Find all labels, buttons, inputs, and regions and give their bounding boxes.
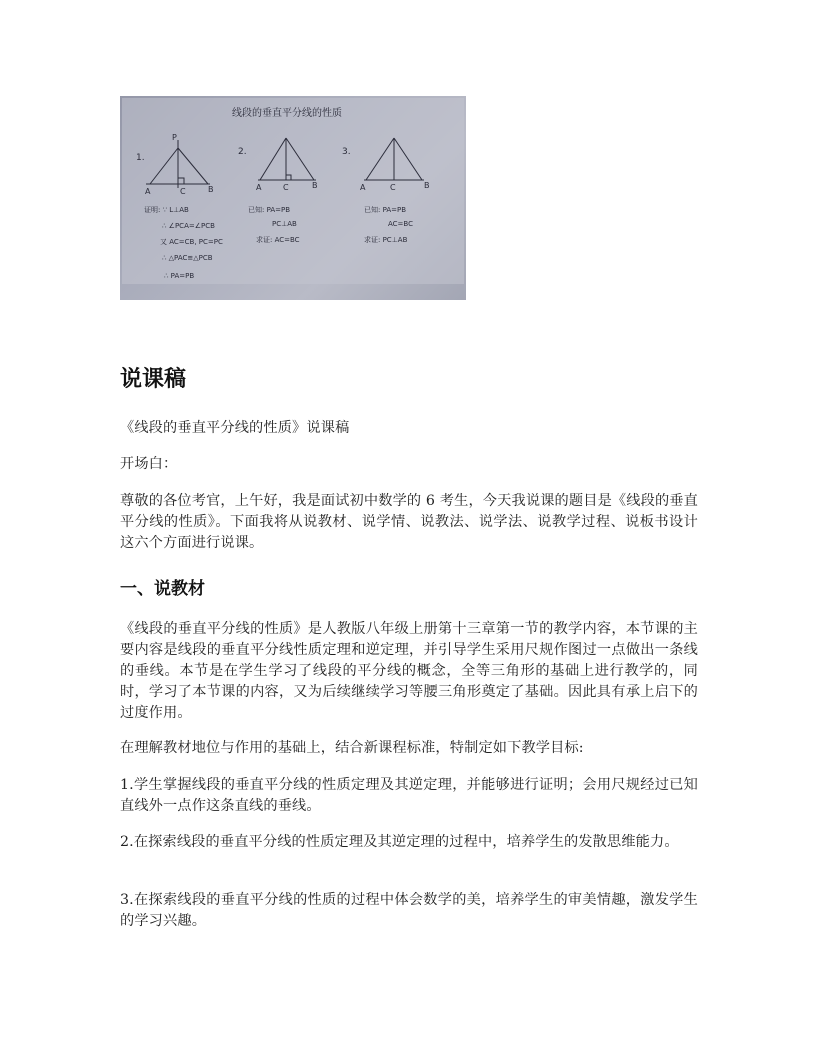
figure-2-note: 求证: AC=BC [256, 236, 300, 244]
figure-2-number: 2. [238, 147, 247, 157]
handwritten-notes-drawing [120, 96, 466, 300]
opening-paragraph: 尊敬的各位考官，上午好，我是面试初中数学的 6 考生，今天我说课的题目是《线段的垂直平分线的性质》。下面我将从说教材、说学情、说教法、说学法、说教学过程、说板书设计这六个方面进行说课。 [120, 493, 698, 551]
figure-3-label-a: A [360, 183, 366, 192]
teaching-goal-1: 1.学生掌握线段的垂直平分线的性质定理及其逆定理，并能够进行证明；会用尺规经过已知直线外一点作这条直线的垂线。 [120, 777, 698, 814]
figure-3-note: 求证: PC⊥AB [364, 236, 408, 244]
document-title: 说课稿 [120, 367, 187, 392]
goals-intro-paragraph: 在理解教材地位与作用的基础上，结合新课程标准，特制定如下教学目标: [120, 740, 584, 756]
opening-label: 开场白： [120, 456, 178, 472]
photo-heading: 线段的垂直平分线的性质 [232, 108, 342, 119]
teaching-goal-2: 2.在探索线段的垂直平分线的性质定理及其逆定理的过程中，培养学生的发散思维能力。 [120, 834, 679, 850]
figure-2-label-c: C [283, 183, 289, 192]
figure-1-label-c: C [180, 187, 186, 196]
figure-1-number: 1. [136, 153, 145, 163]
figure-2-note: PC⊥AB [272, 220, 297, 228]
section-heading-textbook: 一、说教材 [120, 579, 205, 599]
handwritten-notes-photo [120, 96, 466, 300]
figure-3-note: AC=BC [388, 220, 413, 228]
figure-1-label-top: P [172, 133, 177, 142]
figure-3-number: 3. [342, 147, 351, 157]
figure-3-label-c: C [390, 183, 396, 192]
figure-2-label-b: B [312, 181, 318, 190]
teaching-goal-3: 3.在探索线段的垂直平分线的性质的过程中体会数学的美，培养学生的审美情趣，激发学生的学习兴趣。 [120, 892, 698, 929]
figure-1-note: ∴ PA=PB [164, 272, 195, 280]
figure-1-note: 证明: ∵ L⊥AB [144, 206, 189, 214]
figure-1-note: ∴ ∠PCA=∠PCB [162, 222, 215, 230]
figure-1-note: ∴ △PAC≌△PCB [162, 254, 213, 262]
figure-2-label-a: A [256, 183, 262, 192]
figure-2-note: 已知: PA=PB [248, 206, 291, 214]
figure-1-label-b: B [208, 185, 214, 194]
figure-3-label-b: B [424, 181, 430, 190]
figure-3-note: 已知: PA=PB [364, 206, 407, 214]
textbook-paragraph: 《线段的垂直平分线的性质》是人教版八年级上册第十三章第一节的教学内容，本节课的主要内容是线段的垂直平分线性质定理和逆定理，并引导学生采用尺规作图过一点做出一条线的垂线。本节是在学生学习了线段的平分线的概念，全等三角形的基础上进行教学的，同时，学习了本节课的内容，又为后续继续学习等腰三角形奠定了基础。因此具有承上启下的过度作用。 [120, 621, 698, 721]
figure-1-note: 又 AC=CB, PC=PC [160, 238, 223, 246]
lesson-subtitle: 《线段的垂直平分线的性质》说课稿 [120, 420, 350, 436]
figure-1-label-a: A [145, 187, 151, 196]
